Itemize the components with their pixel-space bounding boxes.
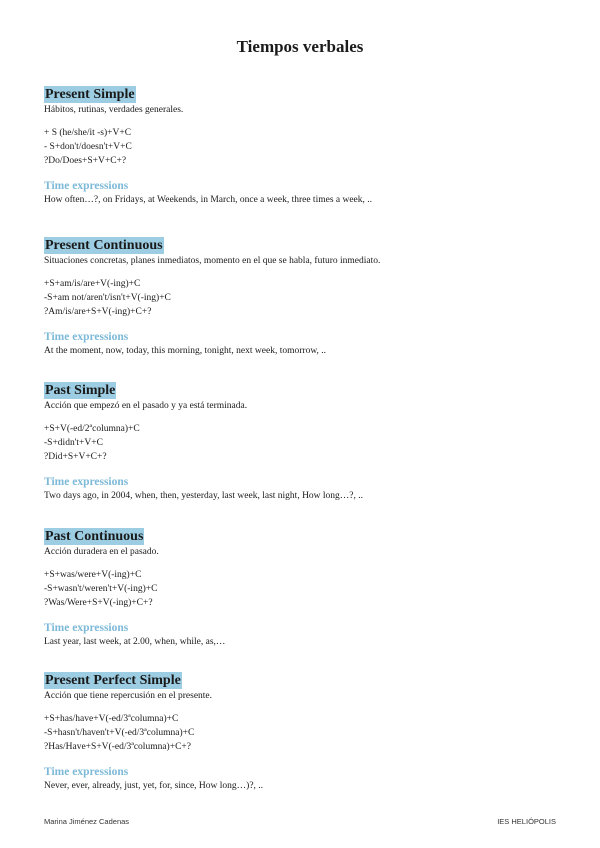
form-negative: - S+don't/doesn't+V+C (44, 142, 132, 152)
form-affirmative: +S+has/have+V(-ed/3ªcolumna)+C (44, 714, 179, 724)
section-heading: Past Simple (45, 383, 116, 398)
page-title: Tiempos verbales (236, 37, 364, 56)
section-heading: Present Simple (45, 87, 135, 102)
form-affirmative: + S (he/she/it -s)+V+C (44, 128, 132, 138)
section-past-continuous (44, 527, 564, 649)
section-heading: Present Perfect Simple (45, 673, 181, 688)
time-expressions-text: How often…?, on Fridays, at Weekends, in March, once a week, three times a week, .. (44, 195, 373, 205)
section-present-simple (44, 85, 564, 207)
form-question: ?Am/is/are+S+V(-ing)+C+? (44, 307, 152, 317)
form-negative: -S+wasn't/weren't+V(-ing)+C (44, 584, 158, 594)
section-present-perfect-simple (44, 671, 564, 793)
time-expressions-label: Time expressions (44, 622, 129, 634)
footer-author: Marina Jiménez Cadenas (44, 817, 130, 826)
section-heading: Past Continuous (45, 529, 144, 544)
section-description: Acción duradera en el pasado. (44, 547, 159, 557)
time-expressions-label: Time expressions (44, 180, 129, 192)
form-question: ?Did+S+V+C+? (44, 452, 107, 462)
section-description: Situaciones concretas, planes inmediatos, momento en el que se habla, futuro inmediato. (44, 256, 381, 266)
form-affirmative: +S+was/were+V(-ing)+C (44, 570, 142, 580)
section-present-continuous (44, 236, 564, 358)
time-expressions-text: Two days ago, in 2004, when, then, yesterday, last week, last night, How long…?, .. (44, 491, 364, 501)
form-negative: -S+hasn't/haven't+V(-ed/3ªcolumna)+C (44, 728, 195, 738)
section-heading: Present Continuous (45, 238, 163, 253)
time-expressions-text: At the moment, now, today, this morning, tonight, next week, tomorrow, .. (44, 346, 327, 356)
section-past-simple (44, 381, 564, 503)
time-expressions-label: Time expressions (44, 476, 129, 488)
footer-school: IES HELIÓPOLIS (497, 817, 556, 826)
form-question: ?Was/Were+S+V(-ing)+C+? (44, 598, 153, 608)
time-expressions-text: Never, ever, already, just, yet, for, since, How long…)?, .. (44, 781, 264, 791)
section-description: Hábitos, rutinas, verdades generales. (44, 105, 184, 115)
time-expressions-text: Last year, last week, at 2.00, when, while, as,… (44, 637, 226, 647)
section-description: Acción que empezó en el pasado y ya está terminada. (44, 401, 248, 411)
time-expressions-label: Time expressions (44, 766, 129, 778)
form-affirmative: +S+V(-ed/2ªcolumna)+C (44, 424, 140, 434)
section-description: Acción que tiene repercusión en el presente. (44, 691, 213, 701)
form-negative: -S+didn't+V+C (44, 438, 103, 448)
form-affirmative: +S+am/is/are+V(-ing)+C (44, 279, 141, 289)
form-question: ?Has/Have+S+V(-ed/3ªcolumna)+C+? (44, 742, 191, 752)
form-question: ?Do/Does+S+V+C+? (44, 156, 127, 166)
time-expressions-label: Time expressions (44, 331, 129, 343)
form-negative: -S+am not/aren't/isn't+V(-ing)+C (44, 293, 171, 303)
